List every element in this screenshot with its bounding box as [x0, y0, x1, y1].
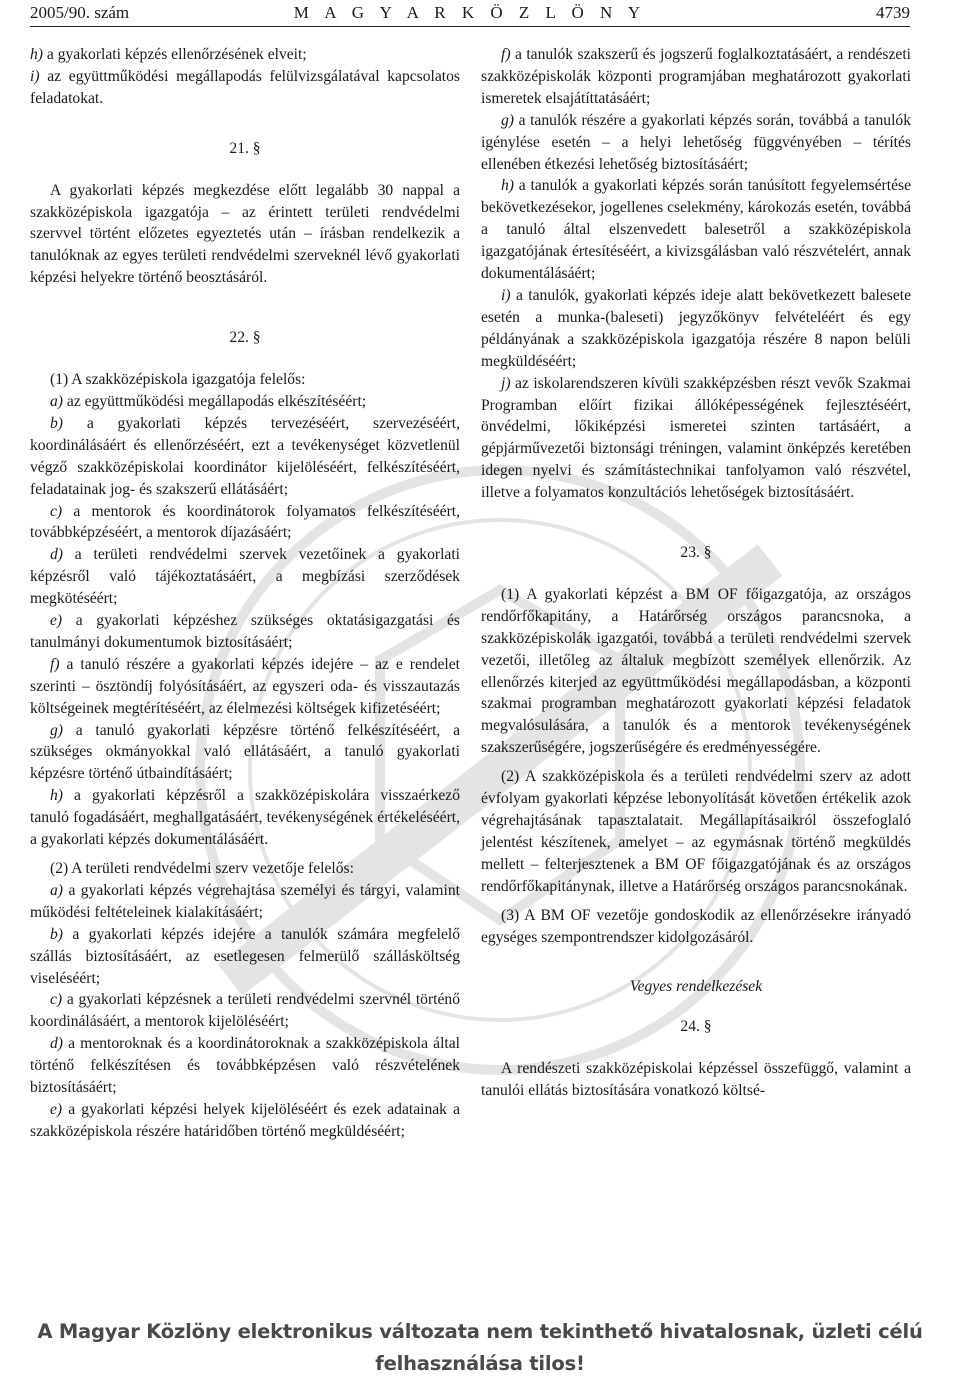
right-column — [481, 44, 911, 1102]
journal-title: M A G Y A R K Ö Z L Ö N Y — [293, 3, 647, 22]
list-item: c) a mentorok és koordinátorok folyamatos felkészítéséért, továbbképzéséért, a mentorok díjazásáért; — [30, 502, 460, 542]
list-item: h) a gyakorlati képzés ellenőrzésének elveit; — [30, 46, 307, 63]
disclaimer-footer: A Magyar Közlöny elektronikus változata nem tekinthető hivatalosnak, üzleti célú felhasználása tilos! — [37, 1320, 923, 1375]
section-heading: Vegyes rendelkezések — [629, 978, 763, 996]
section-23-paragraph-3: (3) A BM OF vezetője gondoskodik az ellenőrzésekre irányadó egységes szempontrendszer kidolgozásáról. — [481, 906, 911, 946]
list-item: b) a gyakorlati képzés idejére a tanulók számára megfelelő szállás biztosításáért, az esetlegesen felmerülő szállásköltség viseléséért; — [30, 925, 460, 987]
section-23-title: 23. § — [680, 544, 712, 562]
list-item: h) a tanulók a gyakorlati képzés során tanúsított fegyelemsértése bekövetkezésekor, jogellenes cselekmény, károkozás esetén, továbbá a tanuló által elszenvedett balesetről a szakközépiskola igazgatójának értesítéséért, a kivizsgálásban való részvételért, annak dokumentálásáért; — [481, 177, 911, 283]
section-22-paragraph-2: (2) A területi rendvédelmi szerv vezetője felelős: — [50, 860, 354, 877]
section-22-paragraph-1: (1) A szakközépiskola igazgatója felelős: — [50, 371, 306, 389]
list-item: b) a gyakorlati képzés tervezéséért, szervezéséért, koordinálásáért és ellenőrzéséért, ezt a tevékenységet közvetlenül végző szakközépiskolai koordinátor kijelöléséért, felkészítéséért, feladatainak jog- és szakszerű ellátásáért; — [30, 414, 460, 498]
section-24-title: 24. § — [680, 1018, 712, 1036]
list-item: h) a gyakorlati képzésről a szakközépiskolára visszaérkező tanuló fogadásáért, meghallgatásáért, tevékenységének értékeléséért, a gyakorlati képzés dokumentálásáért. — [30, 787, 460, 849]
section-22-title: 22. § — [229, 329, 261, 347]
list-item: d) a területi rendvédelmi szervek vezetőinek a gyakorlati képzésről való tájékoztatásáért, a megbízási szerződések megkötéséért; — [30, 546, 460, 608]
list-item: e) a gyakorlati képzéshez szükséges oktatásigazgatási és tanulmányi dokumentumok biztosításáért; — [30, 612, 460, 651]
list-item: i) a tanulók, gyakorlati képzés ideje alatt bekövetkezett balesete esetén a munka-(baleseti) jegyzőkönyv felvételéért és egy példányának a szakközépiskola igazgatója részére 8 napon belüli megküldéséért; — [481, 286, 911, 370]
left-column — [30, 44, 460, 1143]
issue-number: 2005/90. szám — [30, 3, 130, 22]
list-item: a) a gyakorlati képzés végrehajtása személyi és tárgyi, valamint működési feltételeinek kialakításáért; — [30, 881, 460, 921]
list-item: j) az iskolarendszeren kívüli szakképzésben részt vevők Szakmai Programban előírt fizikai állóképességének fejlesztéséért, önvédelmi, lőkiképzési ismeretei szinten tartásáért, a gépjárművezetői biztonsági tréningen, valamint önképzés keretében idegen nyelvi és számítástechnikai tanfolyamon való részvétel, illetve a folyamatos konzultációs lehetőségek biztosításáért. — [481, 374, 911, 502]
page-number: 4739 — [876, 3, 910, 22]
section-21-text: A gyakorlati képzés megkezdése előtt legalább 30 nappal a szakközépiskola igazgatója – az érintett területi rendvédelmi szervvel történt előzetes egyeztetés után – írásban rendelkezik a tanulóknak az egyes területi rendvédelmi szerveknél lévő gyakorlati képzési helyekre történő beosztásáról. — [30, 181, 460, 287]
list-item: f) a tanuló részére a gyakorlati képzés idejére – az e rendelet szerinti – ösztöndíj folyósításáért, az egyszeri oda- és visszautazás költségeinek megtérítéséért, az élelmezési költségek kifizetéséért; — [30, 655, 460, 717]
page-header — [30, 0, 910, 27]
list-item: f) a tanulók szakszerű és jogszerű foglalkoztatásáért, a rendészeti szakközépiskolák központi programjában meghatározott gyakorlati ismeretek elsajátíttatásáért; — [481, 46, 911, 107]
section-24-text: A rendészeti szakközépiskolai képzéssel összefüggő, valamint a tanulói ellátás biztosítására vonatkozó költsé- — [481, 1060, 911, 1100]
list-item: c) a gyakorlati képzésnek a területi rendvédelmi szervnél történő koordinálásáért, a mentorok kijelöléséért; — [30, 991, 460, 1031]
list-item: g) a tanuló gyakorlati képzésre történő felkészítéséért, a szükséges okmányokkal való ellátásáért, a tanuló gyakorlati képzésre történő útbaindításáért; — [30, 721, 460, 783]
list-item: g) a tanulók részére a gyakorlati képzés során, továbbá a tanulók igénylése esetén – a helyi lehetőség függvényében – térítés ellenében étkezési lehetőség biztosításáért; — [481, 111, 911, 173]
list-item: e) a gyakorlati képzési helyek kijelöléséért és ezek adatainak a szakközépiskola részére határidőben történő megküldéséért; — [30, 1100, 460, 1140]
list-item: d) a mentoroknak és a koordinátoroknak a szakközépiskola által történő felkészítésen és továbbképzésen való részvételének biztosításáért; — [30, 1035, 460, 1097]
section-23-paragraph-1: (1) A gyakorlati képzést a BM OF főigazgatója, az országos rendőrfőkapitány, a Határőrség országos parancsnoka, a szakközépiskolák igazgatói, továbbá a területi rendvédelmi szervek vezetői, illetőleg az általuk megbízott személyek ellenőrzik. Az ellenőrzés kiterjed az együttműködési megállapodásban, a központi szakmai programban meghatározott gyakorlati képzési feladatok megvalósulására, a tanulók és a mentorok tevékenységének szakszerűségére, jogszerűségére és eredményességére. — [481, 585, 911, 757]
list-item: i) az együttműködési megállapodás felülvizsgálatával kapcsolatos feladatokat. — [30, 67, 460, 107]
list-item: a) az együttműködési megállapodás elkészítéséért; — [50, 392, 367, 410]
section-23-paragraph-2: (2) A szakközépiskola és a területi rendvédelmi szerv az adott évfolyam gyakorlati képzése lebonyolítását követően értékelik azok végrehajtásának tapasztalatait. Megállapításaikról összefoglaló jelentést készítenek, amelyet – az egymásnak történő megküldés mellett – felterjesztenek a BM OF főigazgatójának és az országos rendőrfőkapitánynak, illetve a Határőrség országos parancsnokának. — [481, 768, 911, 895]
section-21-title: 21. § — [229, 139, 261, 157]
